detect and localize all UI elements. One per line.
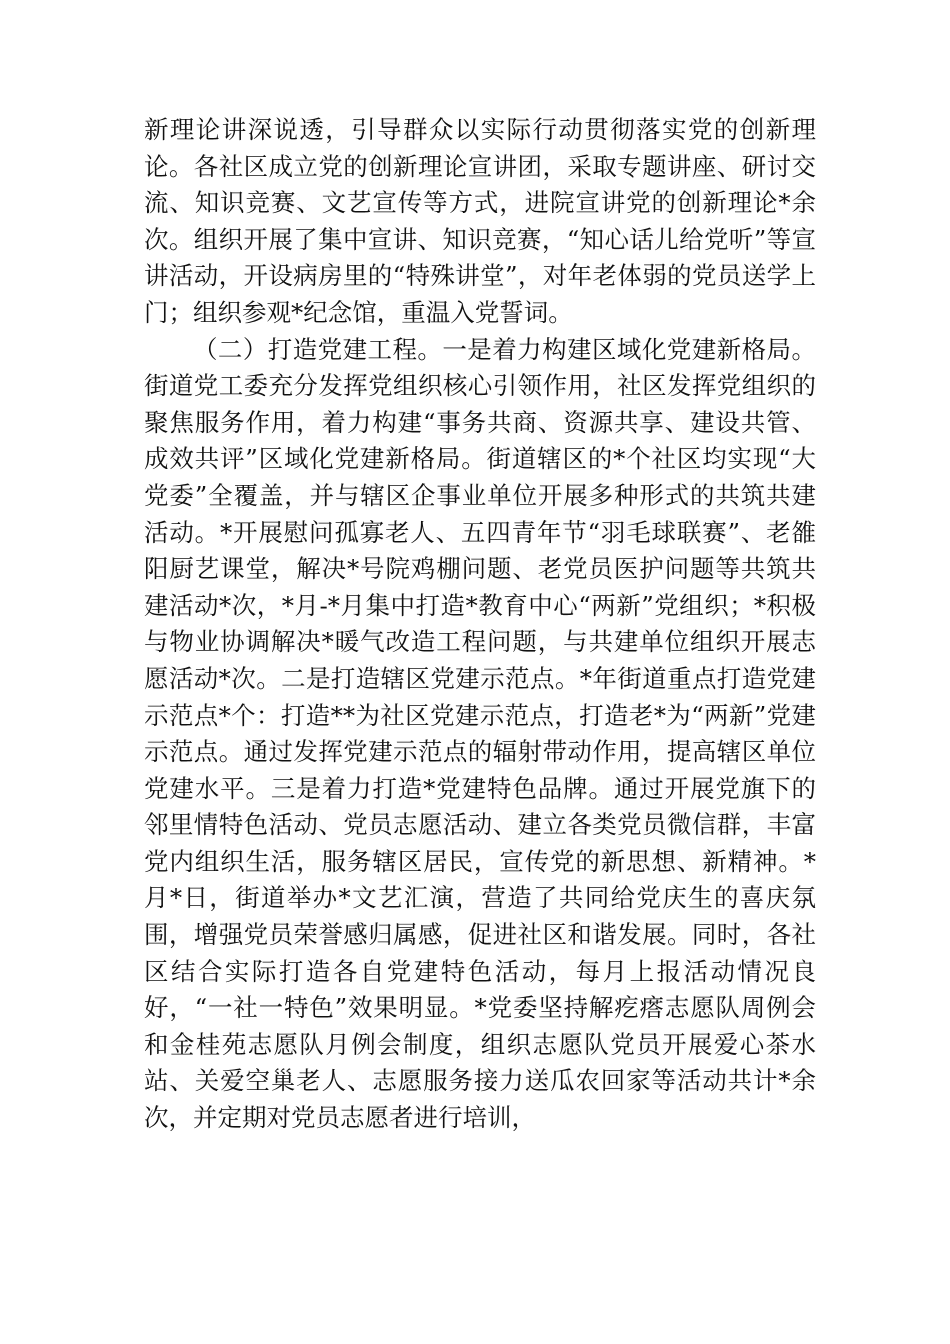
- document-body: [144, 112, 816, 1137]
- paragraph-continuation: 新理论讲深说透，引导群众以实际行动贯彻落实党的创新理论。各社区成立党的创新理论宣讲团，采取专题讲座、研讨交流、知识竞赛、文艺宣传等方式，进院宣讲党的创新理论*余次。组织开展了集中宣讲、知识竞赛，“知心话儿给党听”等宣讲活动，开设病房里的“特殊讲堂”，对年老体弱的党员送学上门；组织参观*纪念馆，重温入党誓词。: [144, 115, 816, 327]
- paragraph-party-building-project: （二）打造党建工程。一是着力构建区域化党建新格局。街道党工委充分发挥党组织核心引领作用，社区发挥党组织的聚焦服务作用，着力构建“事务共商、资源共享、建设共管、成效共评”区域化党建新格局。街道辖区的*个社区均实现“大党委”全覆盖，并与辖区企事业单位开展多种形式的共筑共建活动。*开展慰问孤寡老人、五四青年节“羽毛球联赛”、老雒阳厨艺课堂，解决*号院鸡棚问题、老党员医护问题等共筑共建活动*次，*月-*月集中打造*教育中心“两新”党组织；*积极与物业协调解决*暖气改造工程问题，与共建单位组织开展志愿活动*次。二是打造辖区党建示范点。*年街道重点打造党建示范点*个：打造**为社区党建示范点，打造老*为“两新”党建示范点。通过发挥党建示范点的辐射带动作用，提高辖区单位党建水平。三是着力打造*党建特色品牌。通过开展党旗下的邻里情特色活动、党员志愿活动、建立各类党员微信群，丰富党内组织生活，服务辖区居民，宣传党的新思想、新精神。*月*日，街道举办*文艺汇演，营造了共同给党庆生的喜庆氛围，增强党员荣誉感归属感，促进社区和谐发展。同时，各社区结合实际打造各自党建特色活动，每月上报活动情况良好，“一社一特色”效果明显。*党委坚持解疙瘩志愿队周例会和金桂苑志愿队月例会制度，组织志愿队党员开展爱心茶水站、关爱空巢老人、志愿服务接力送瓜农回家等活动共计*余次，并定期对党员志愿者进行培训，: [144, 334, 816, 1133]
